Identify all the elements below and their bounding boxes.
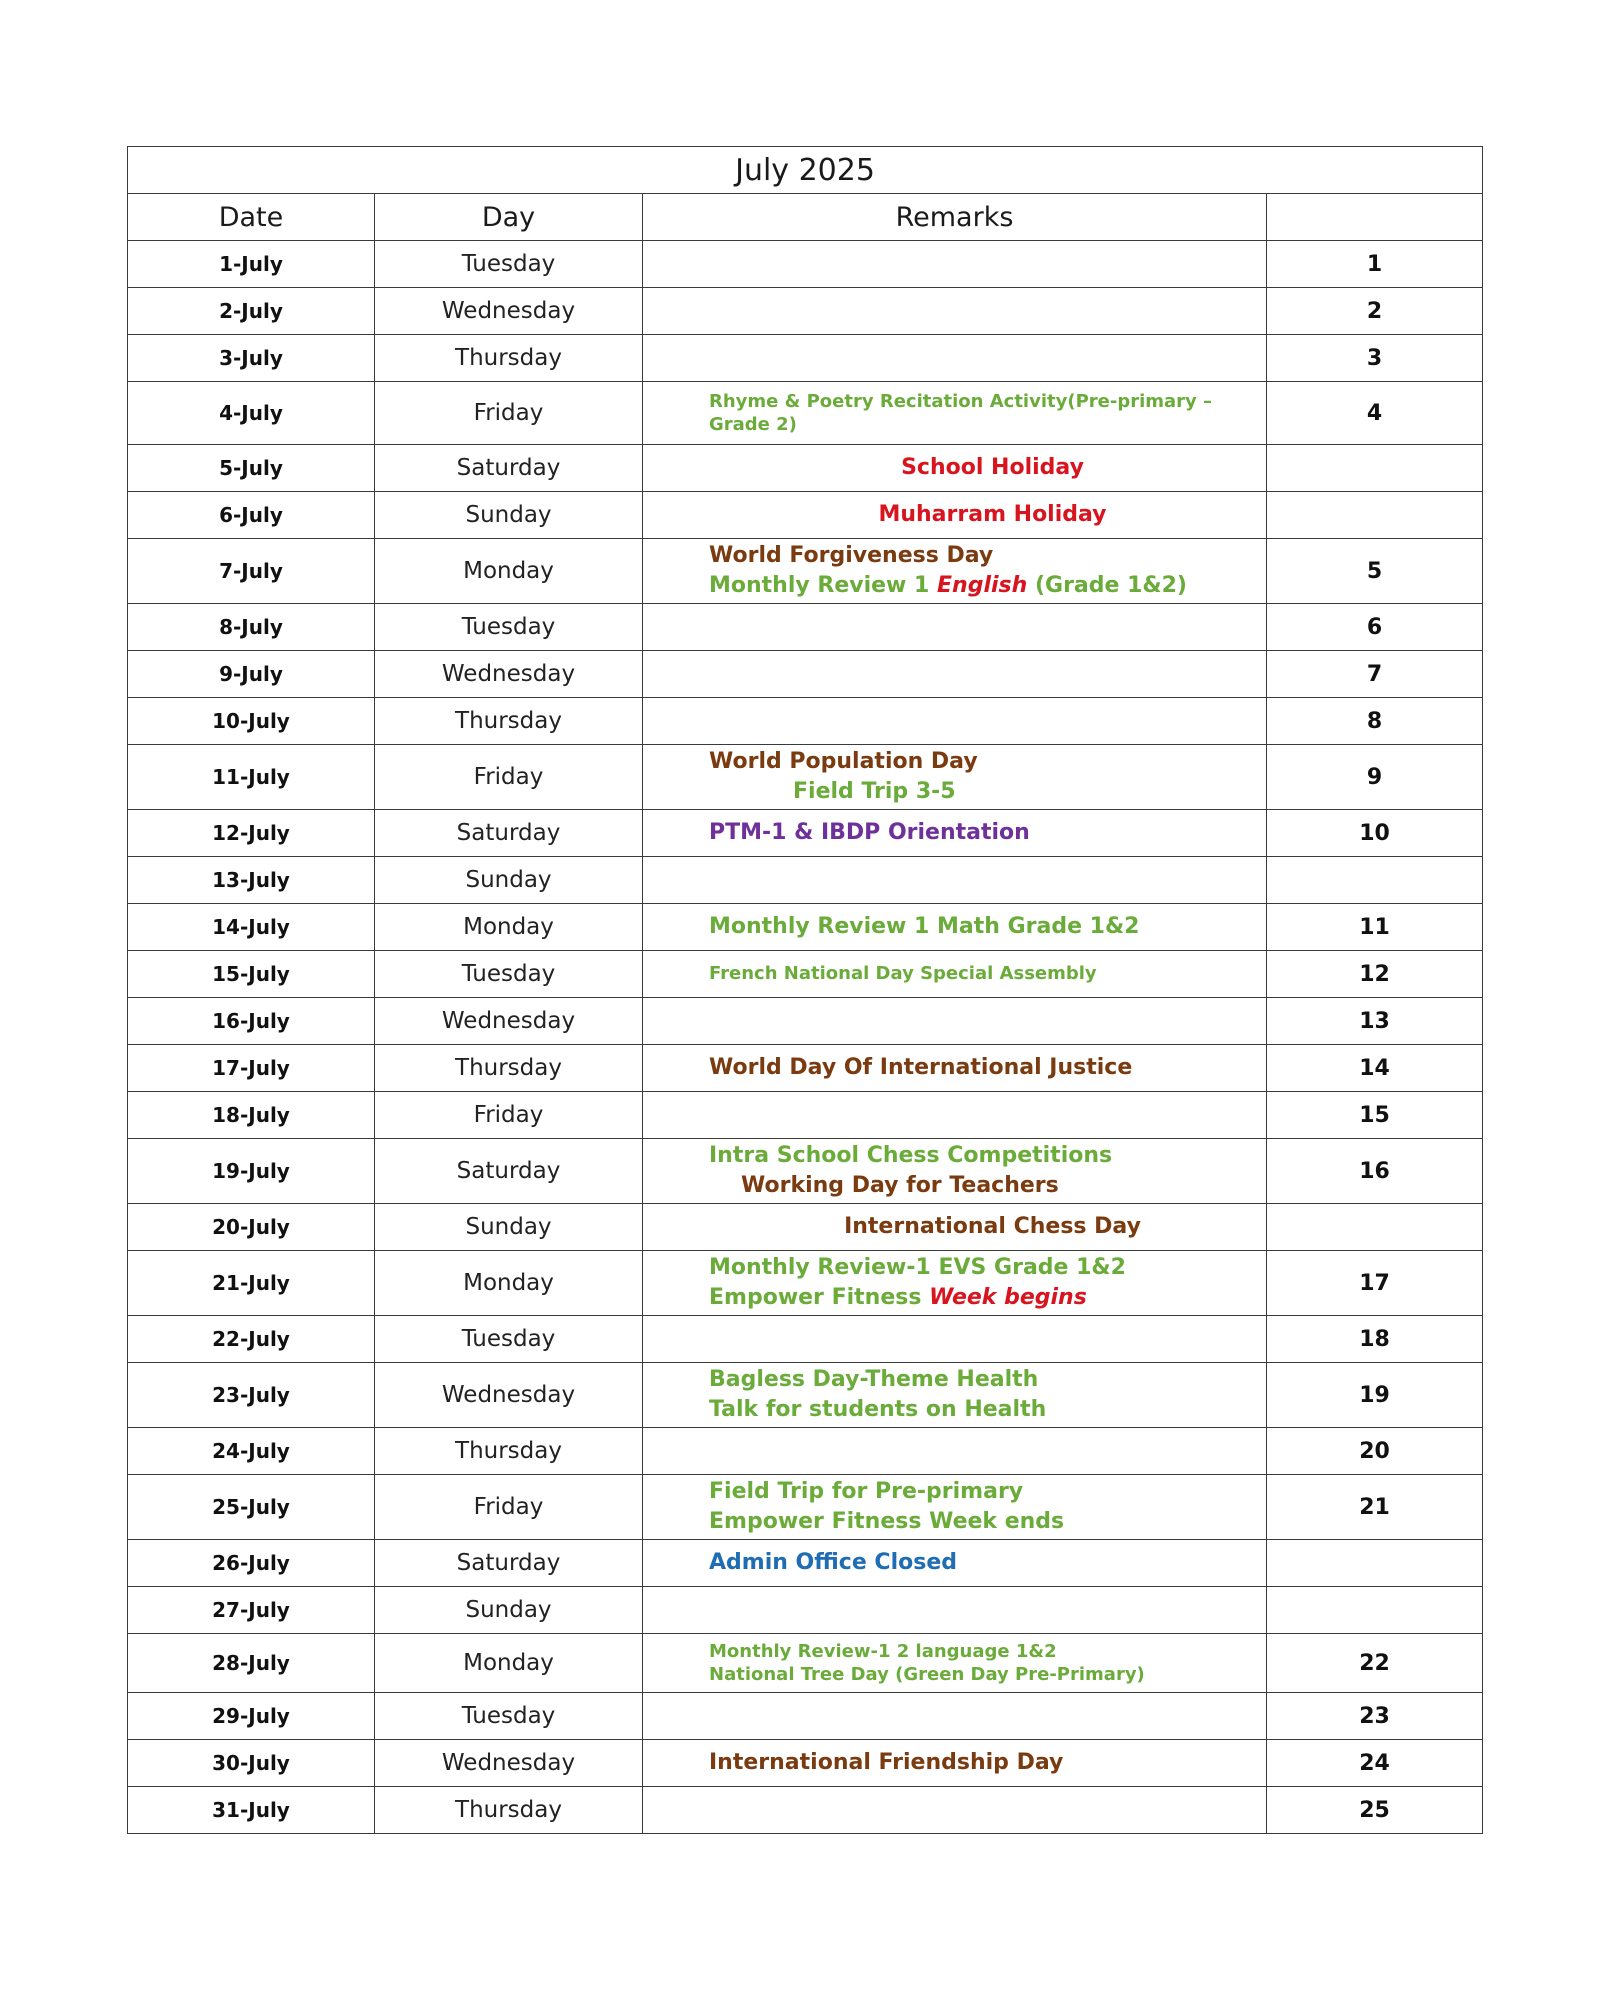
working-day-count: 14 bbox=[1267, 1045, 1483, 1092]
remarks-cell bbox=[643, 604, 1267, 651]
day-cell: Thursday bbox=[375, 1428, 643, 1475]
remarks-cell bbox=[643, 335, 1267, 382]
working-day-count: 12 bbox=[1267, 951, 1483, 998]
remark-text: Admin Office Closed bbox=[709, 1550, 957, 1576]
day-cell: Monday bbox=[375, 539, 643, 604]
date-cell: 14-July bbox=[128, 904, 375, 951]
remark-line bbox=[709, 1748, 1256, 1778]
table-row bbox=[128, 539, 1483, 604]
remarks-cell bbox=[643, 288, 1267, 335]
remark-line bbox=[709, 1212, 1256, 1242]
remark-line bbox=[709, 1365, 1256, 1395]
remark-line bbox=[709, 962, 1256, 985]
working-day-count bbox=[1267, 857, 1483, 904]
remarks-cell bbox=[643, 998, 1267, 1045]
remarks-cell bbox=[643, 810, 1267, 857]
remarks-cell bbox=[643, 1634, 1267, 1693]
remarks-cell bbox=[643, 951, 1267, 998]
remark-line bbox=[709, 1053, 1256, 1083]
remarks-cell bbox=[643, 1204, 1267, 1251]
table-row bbox=[128, 1363, 1483, 1428]
table-row bbox=[128, 810, 1483, 857]
day-cell: Thursday bbox=[375, 1787, 643, 1834]
remark-text: Monthly Review-1 2 language 1&2 bbox=[709, 1640, 1057, 1662]
date-cell: 27-July bbox=[128, 1587, 375, 1634]
working-day-count: 16 bbox=[1267, 1139, 1483, 1204]
remark-line bbox=[709, 777, 1256, 807]
remarks-cell bbox=[643, 1092, 1267, 1139]
date-cell: 24-July bbox=[128, 1428, 375, 1475]
date-cell: 12-July bbox=[128, 810, 375, 857]
remark-text: Bagless Day-Theme Health bbox=[709, 1367, 1039, 1393]
day-cell: Sunday bbox=[375, 1204, 643, 1251]
day-cell: Sunday bbox=[375, 1587, 643, 1634]
day-cell: Monday bbox=[375, 904, 643, 951]
day-cell: Tuesday bbox=[375, 604, 643, 651]
remark-line bbox=[709, 747, 1256, 777]
date-cell: 15-July bbox=[128, 951, 375, 998]
remark-text: Rhyme & Poetry Recitation Activity(Pre-primary – Grade 2) bbox=[709, 390, 1213, 435]
day-cell: Sunday bbox=[375, 492, 643, 539]
remark-text: International Friendship Day bbox=[709, 1750, 1064, 1776]
table-row bbox=[128, 1204, 1483, 1251]
table-row bbox=[128, 1587, 1483, 1634]
day-cell: Friday bbox=[375, 1092, 643, 1139]
day-cell: Saturday bbox=[375, 445, 643, 492]
table-row bbox=[128, 1316, 1483, 1363]
remark-text: Empower Fitness Week ends bbox=[709, 1509, 1065, 1534]
header-count bbox=[1267, 194, 1483, 241]
date-cell: 11-July bbox=[128, 745, 375, 810]
day-cell: Friday bbox=[375, 745, 643, 810]
remarks-cell bbox=[643, 492, 1267, 539]
remark-text: French National Day Special Assembly bbox=[709, 963, 1097, 985]
table-row bbox=[128, 1045, 1483, 1092]
remarks-cell bbox=[643, 651, 1267, 698]
date-cell: 4-July bbox=[128, 382, 375, 445]
table-row bbox=[128, 745, 1483, 810]
working-day-count: 9 bbox=[1267, 745, 1483, 810]
day-cell: Thursday bbox=[375, 335, 643, 382]
day-cell: Tuesday bbox=[375, 1316, 643, 1363]
table-row bbox=[128, 857, 1483, 904]
table-row bbox=[128, 1251, 1483, 1316]
working-day-count: 8 bbox=[1267, 698, 1483, 745]
working-day-count: 17 bbox=[1267, 1251, 1483, 1316]
remark-line bbox=[709, 1640, 1256, 1663]
header-date: Date bbox=[128, 194, 375, 241]
remark-text: Monthly Review 1 Math Grade 1&2 bbox=[709, 914, 1140, 940]
working-day-count: 15 bbox=[1267, 1092, 1483, 1139]
remark-line bbox=[709, 1253, 1256, 1283]
working-day-count: 25 bbox=[1267, 1787, 1483, 1834]
remark-text: Intra School Chess Competitions bbox=[709, 1143, 1113, 1169]
remark-text: Monthly Review-1 EVS Grade 1&2 bbox=[709, 1255, 1126, 1281]
day-cell: Thursday bbox=[375, 698, 643, 745]
calendar-table bbox=[127, 146, 1483, 1834]
remark-text: PTM-1 & IBDP Orientation bbox=[709, 820, 1030, 846]
remarks-cell bbox=[643, 241, 1267, 288]
date-cell: 10-July bbox=[128, 698, 375, 745]
table-row bbox=[128, 445, 1483, 492]
remark-text: World Forgiveness Day bbox=[709, 543, 994, 569]
working-day-count: 11 bbox=[1267, 904, 1483, 951]
header-day: Day bbox=[375, 194, 643, 241]
day-cell: Wednesday bbox=[375, 1363, 643, 1428]
working-day-count: 19 bbox=[1267, 1363, 1483, 1428]
working-day-count: 20 bbox=[1267, 1428, 1483, 1475]
remarks-cell bbox=[643, 857, 1267, 904]
remark-line bbox=[709, 1507, 1256, 1537]
remark-text: Field Trip 3-5 bbox=[793, 779, 956, 804]
table-row bbox=[128, 241, 1483, 288]
remark-line bbox=[709, 500, 1256, 530]
day-cell: Thursday bbox=[375, 1045, 643, 1092]
day-cell: Monday bbox=[375, 1634, 643, 1693]
working-day-count: 13 bbox=[1267, 998, 1483, 1045]
working-day-count bbox=[1267, 1540, 1483, 1587]
remarks-cell bbox=[643, 1693, 1267, 1740]
remarks-cell bbox=[643, 1587, 1267, 1634]
date-cell: 1-July bbox=[128, 241, 375, 288]
remarks-cell bbox=[643, 445, 1267, 492]
table-row bbox=[128, 698, 1483, 745]
table-row bbox=[128, 335, 1483, 382]
table-row bbox=[128, 998, 1483, 1045]
day-cell: Wednesday bbox=[375, 288, 643, 335]
table-row bbox=[128, 1139, 1483, 1204]
working-day-count: 1 bbox=[1267, 241, 1483, 288]
remark-line bbox=[709, 1171, 1256, 1201]
remark-text: Field Trip for Pre-primary bbox=[709, 1479, 1024, 1505]
remark-line bbox=[709, 1141, 1256, 1171]
header-row bbox=[128, 194, 1483, 241]
table-row bbox=[128, 382, 1483, 445]
remarks-cell bbox=[643, 539, 1267, 604]
table-row bbox=[128, 1092, 1483, 1139]
table-row bbox=[128, 288, 1483, 335]
table-row bbox=[128, 604, 1483, 651]
date-cell: 30-July bbox=[128, 1740, 375, 1787]
day-cell: Saturday bbox=[375, 1540, 643, 1587]
remark-line bbox=[709, 1283, 1256, 1313]
date-cell: 23-July bbox=[128, 1363, 375, 1428]
remark-text: International Chess Day bbox=[844, 1214, 1141, 1240]
working-day-count: 6 bbox=[1267, 604, 1483, 651]
day-cell: Monday bbox=[375, 1251, 643, 1316]
remark-text: Empower Fitness bbox=[709, 1285, 930, 1310]
date-cell: 20-July bbox=[128, 1204, 375, 1251]
working-day-count: 7 bbox=[1267, 651, 1483, 698]
working-day-count bbox=[1267, 1587, 1483, 1634]
date-cell: 19-July bbox=[128, 1139, 375, 1204]
remarks-cell bbox=[643, 382, 1267, 445]
working-day-count: 24 bbox=[1267, 1740, 1483, 1787]
remark-text: Working Day for Teachers bbox=[741, 1173, 1059, 1198]
remarks-cell bbox=[643, 1740, 1267, 1787]
table-row bbox=[128, 904, 1483, 951]
remark-line bbox=[709, 390, 1256, 437]
table-row bbox=[128, 651, 1483, 698]
working-day-count: 10 bbox=[1267, 810, 1483, 857]
day-cell: Wednesday bbox=[375, 998, 643, 1045]
remarks-cell bbox=[643, 1475, 1267, 1540]
remarks-cell bbox=[643, 1540, 1267, 1587]
table-row bbox=[128, 492, 1483, 539]
date-cell: 22-July bbox=[128, 1316, 375, 1363]
remarks-cell bbox=[643, 745, 1267, 810]
date-cell: 9-July bbox=[128, 651, 375, 698]
date-cell: 31-July bbox=[128, 1787, 375, 1834]
working-day-count: 2 bbox=[1267, 288, 1483, 335]
remarks-cell bbox=[643, 904, 1267, 951]
date-cell: 18-July bbox=[128, 1092, 375, 1139]
table-row bbox=[128, 951, 1483, 998]
date-cell: 5-July bbox=[128, 445, 375, 492]
remark-line bbox=[709, 453, 1256, 483]
date-cell: 13-July bbox=[128, 857, 375, 904]
date-cell: 2-July bbox=[128, 288, 375, 335]
remarks-cell bbox=[643, 1045, 1267, 1092]
table-row bbox=[128, 1475, 1483, 1540]
remark-text: Muharram Holiday bbox=[878, 502, 1107, 528]
remarks-cell bbox=[643, 1363, 1267, 1428]
remark-line bbox=[709, 541, 1256, 571]
header-remarks: Remarks bbox=[643, 194, 1267, 241]
remark-line bbox=[709, 1663, 1256, 1686]
day-cell: Friday bbox=[375, 382, 643, 445]
day-cell: Tuesday bbox=[375, 1693, 643, 1740]
remark-line bbox=[709, 1477, 1256, 1507]
date-cell: 6-July bbox=[128, 492, 375, 539]
remark-text: (Grade 1&2) bbox=[1027, 573, 1187, 598]
table-row bbox=[128, 1787, 1483, 1834]
working-day-count: 3 bbox=[1267, 335, 1483, 382]
working-day-count: 21 bbox=[1267, 1475, 1483, 1540]
remark-text: Talk for students on Health bbox=[709, 1397, 1047, 1422]
remark-text: World Day Of International Justice bbox=[709, 1055, 1133, 1081]
working-day-count: 4 bbox=[1267, 382, 1483, 445]
remark-text: Week begins bbox=[929, 1285, 1087, 1310]
date-cell: 8-July bbox=[128, 604, 375, 651]
remarks-cell bbox=[643, 1251, 1267, 1316]
working-day-count: 18 bbox=[1267, 1316, 1483, 1363]
remarks-cell bbox=[643, 1428, 1267, 1475]
date-cell: 26-July bbox=[128, 1540, 375, 1587]
table-row bbox=[128, 1634, 1483, 1693]
date-cell: 16-July bbox=[128, 998, 375, 1045]
title-row bbox=[128, 147, 1483, 194]
day-cell: Saturday bbox=[375, 810, 643, 857]
remarks-cell bbox=[643, 1316, 1267, 1363]
day-cell: Sunday bbox=[375, 857, 643, 904]
working-day-count bbox=[1267, 1204, 1483, 1251]
date-cell: 21-July bbox=[128, 1251, 375, 1316]
table-row bbox=[128, 1693, 1483, 1740]
working-day-count: 22 bbox=[1267, 1634, 1483, 1693]
remark-text: School Holiday bbox=[901, 455, 1084, 481]
working-day-count: 23 bbox=[1267, 1693, 1483, 1740]
date-cell: 25-July bbox=[128, 1475, 375, 1540]
remarks-cell bbox=[643, 698, 1267, 745]
table-row bbox=[128, 1740, 1483, 1787]
remark-text: National Tree Day (Green Day Pre-Primary) bbox=[709, 1664, 1145, 1685]
date-cell: 17-July bbox=[128, 1045, 375, 1092]
working-day-count: 5 bbox=[1267, 539, 1483, 604]
day-cell: Saturday bbox=[375, 1139, 643, 1204]
table-row bbox=[128, 1428, 1483, 1475]
day-cell: Friday bbox=[375, 1475, 643, 1540]
remarks-cell bbox=[643, 1787, 1267, 1834]
remarks-cell bbox=[643, 1139, 1267, 1204]
working-day-count bbox=[1267, 492, 1483, 539]
remark-line bbox=[709, 571, 1256, 601]
date-cell: 29-July bbox=[128, 1693, 375, 1740]
remark-line bbox=[709, 912, 1256, 942]
calendar-body bbox=[128, 241, 1483, 1834]
remark-line bbox=[709, 1395, 1256, 1425]
remark-line bbox=[709, 818, 1256, 848]
day-cell: Tuesday bbox=[375, 241, 643, 288]
date-cell: 7-July bbox=[128, 539, 375, 604]
day-cell: Wednesday bbox=[375, 651, 643, 698]
date-cell: 3-July bbox=[128, 335, 375, 382]
day-cell: Wednesday bbox=[375, 1740, 643, 1787]
remark-line bbox=[709, 1548, 1256, 1578]
remark-text: World Population Day bbox=[709, 749, 978, 775]
calendar-title: July 2025 bbox=[128, 147, 1483, 194]
date-cell: 28-July bbox=[128, 1634, 375, 1693]
table-row bbox=[128, 1540, 1483, 1587]
working-day-count bbox=[1267, 445, 1483, 492]
remark-text: Monthly Review 1 bbox=[709, 573, 938, 598]
remark-text: English bbox=[937, 573, 1028, 598]
day-cell: Tuesday bbox=[375, 951, 643, 998]
